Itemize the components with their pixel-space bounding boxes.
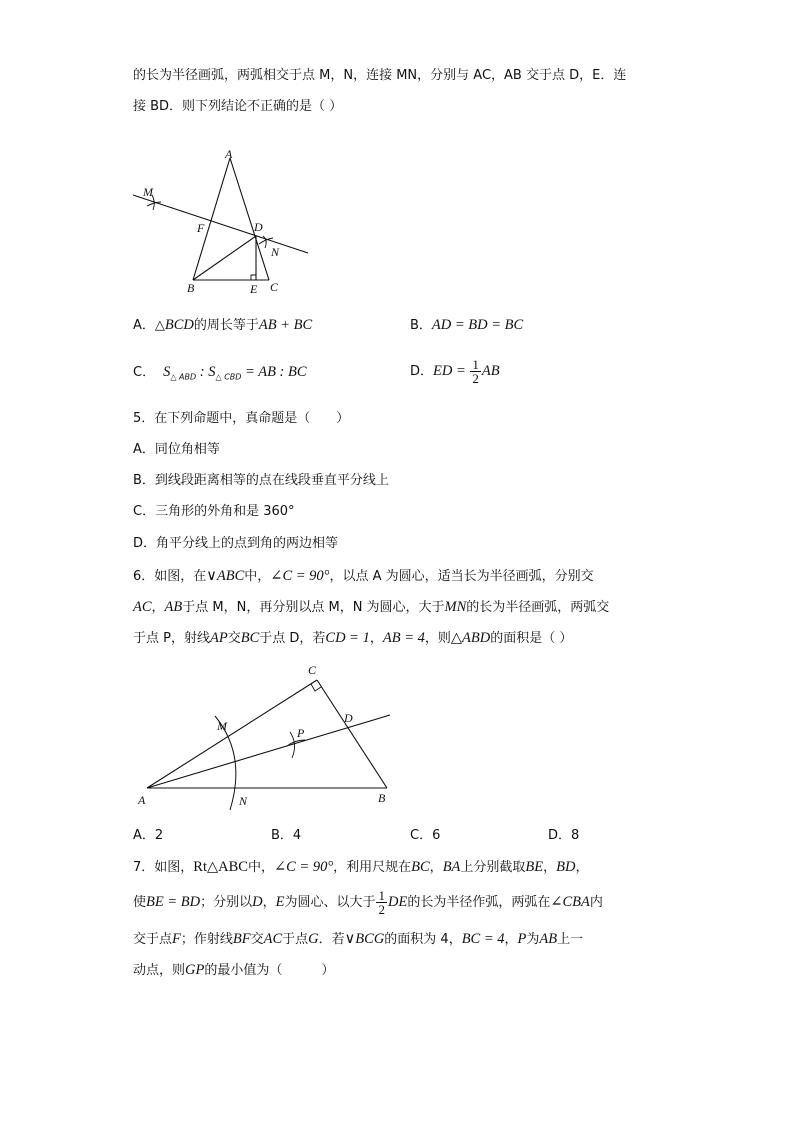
q6-label-A: A: [138, 793, 146, 807]
q6-label-N: N: [239, 794, 248, 808]
q4-option-b[interactable]: B．AD = BD = BC: [410, 317, 524, 333]
q4-option-a[interactable]: A．△BCD的周长等于AB + BC: [133, 317, 313, 333]
q6-option-b[interactable]: B．4: [271, 828, 302, 843]
q4-label-D: D: [254, 220, 263, 234]
q7-stem-line4: 动点，则GP的最小值为（ ）: [133, 962, 335, 978]
q4-option-d[interactable]: D．ED = $\frac{1}{2}$ AB: [410, 357, 500, 386]
q4-segment-BD: [193, 236, 256, 280]
q4-label-B: B: [187, 281, 195, 295]
q4-label-F: F: [197, 221, 205, 235]
q4-label-C: C: [270, 280, 279, 294]
q6-stem-line1: 6．如图，在∨ABC中，∠C = 90°，以点 A 为圆心，适当长为半径画弧，分别交: [133, 568, 594, 584]
q6-option-d[interactable]: D．8: [548, 828, 580, 843]
q5-option-d[interactable]: D．角平分线上的点到角的两边相等: [133, 536, 339, 551]
q6-stem-line3: 于点 P，射线AP交BC于点 D，若CD = 1，AB = 4，则△ABD的面积是（ ）: [133, 630, 573, 646]
q4-option-c[interactable]: C． $S_{\triangle ABD}$ : $S_{\triangle CBD}$ = AB : BC: [133, 364, 307, 382]
q4-line-MN: [133, 195, 308, 253]
q5-option-a[interactable]: A．同位角相等: [133, 442, 220, 457]
q4-stem-line1: 的长为半径画弧，两弧相交于点 M，N，连接 MN，分别与 AC，AB 交于点 D，E．连: [133, 68, 627, 83]
q4-label-N: N: [271, 245, 280, 259]
q5-option-b[interactable]: B．到线段距离相等的点在线段垂直平分线上: [133, 473, 389, 488]
q6-label-C: C: [308, 663, 317, 677]
q6-ray-AP: [147, 715, 390, 788]
q7-stem-line3: 交于点F；作射线BF交AC于点G．若∨BCG的面积为 4，BC = 4，P为AB上一: [133, 931, 584, 947]
q6-option-a[interactable]: A．2: [133, 828, 164, 843]
q7-stem-line2: 使BE = BD；分别以D，E为圆心、以大于 $\frac{1}{2}$ DE的长为半径作弧，两弧在∠CBA内: [133, 888, 603, 917]
q4-right-angle: [251, 275, 256, 280]
q5-stem: 5．在下列命题中，真命题是（ ）: [133, 411, 350, 426]
q4-label-A: A: [225, 147, 233, 161]
q6-stem-line2: AC，AB于点 M，N，再分别以点 M，N 为圆心，大于MN的长为半径画弧，两弧交: [133, 599, 610, 615]
q4-side-AB: [193, 158, 230, 280]
q5-option-c[interactable]: C．三角形的外角和是 360°: [133, 504, 295, 519]
q6-label-M: M: [217, 719, 227, 733]
q4-label-M: M: [143, 185, 153, 199]
q6-option-c[interactable]: C．6: [410, 828, 441, 843]
q4-label-E: E: [250, 282, 258, 296]
q6-label-B: B: [378, 791, 386, 805]
q6-label-D: D: [344, 711, 353, 725]
q7-stem-line1: 7．如图，Rt△ABC中，∠C = 90°，利用尺规在BC，BA上分别截取BE，BD，: [133, 859, 589, 875]
q6-figure: [135, 660, 405, 815]
q4-stem-line2: 接 BD．则下列结论不正确的是（ ）: [133, 99, 343, 114]
q4-fraction-half: $\frac{1}{2}$: [472, 357, 479, 386]
q7-fraction-half: $\frac{1}{2}$: [378, 888, 385, 917]
q4-option-a-letter: A．: [133, 318, 155, 333]
q4-side-AC: [230, 158, 269, 280]
q6-label-P: P: [297, 726, 305, 740]
q4-figure: [125, 140, 325, 300]
q6-right-angle: [311, 684, 321, 691]
